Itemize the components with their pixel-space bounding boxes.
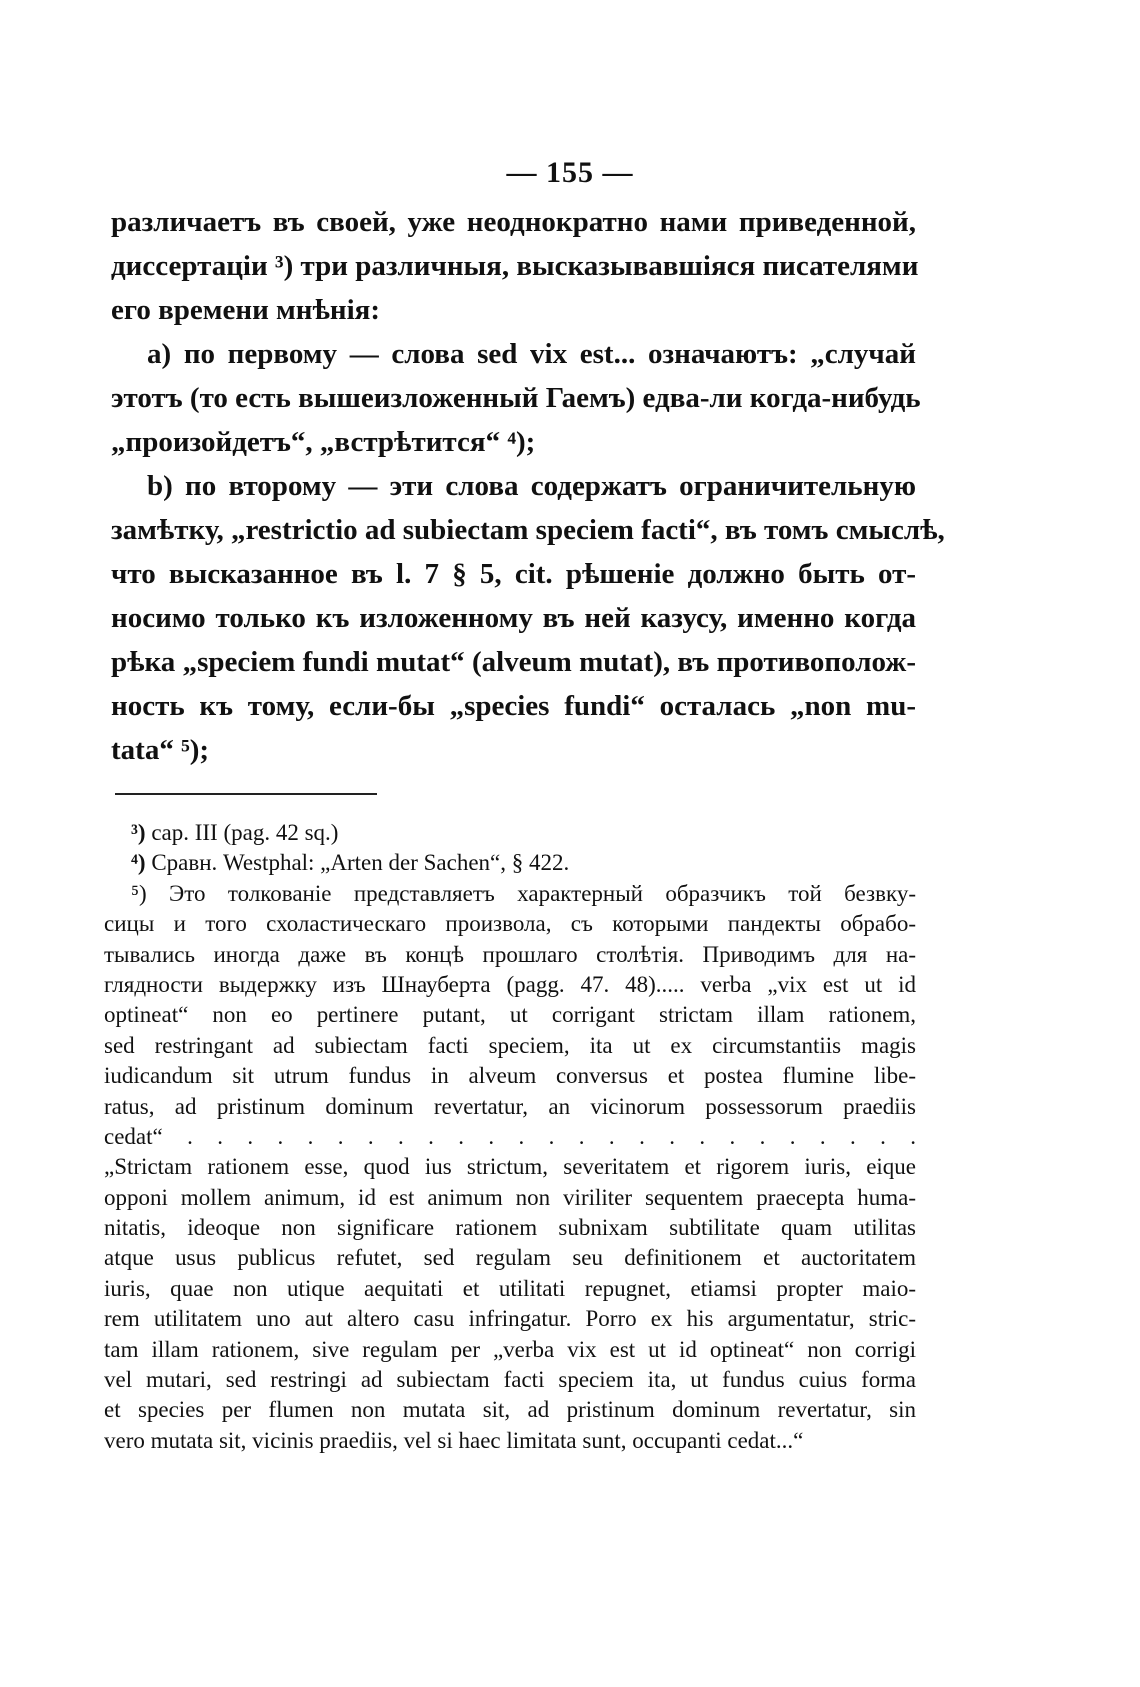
footnote-5-line: ratus, ad pristinum dominum revertatur, an vicinorum possessorum praediis xyxy=(104,1093,916,1119)
text-line: носимо только къ изложенному въ ней казусу, именно когда xyxy=(111,602,916,634)
footnote-4 xyxy=(104,848,916,878)
footnote-5-line: nitatis, ideoque non significare rationem subnixam subtilitate quam utilitas xyxy=(104,1215,916,1241)
footnote-5-line: глядности выдержку изъ Шнауберта (pagg. 47. 48)..... verba „vix est ut id xyxy=(104,971,916,997)
text-line: „произойдетъ“, „встрѣтится“ ⁴); xyxy=(111,426,536,458)
footnote-5-line: сицы и того схоластическаго произвола, съ которыми пандекты обрабо- xyxy=(104,911,916,937)
text-line: b) по второму — эти слова содержатъ ограничительную xyxy=(147,470,916,502)
text-line: различаетъ въ своей, уже неоднократно нами приведенной, xyxy=(111,206,916,238)
footnote-marker: ⁴) xyxy=(131,850,146,876)
text-line: диссертаціи ³) три различныя, высказывавшіяся писателями xyxy=(111,250,919,282)
footnote-5-line: cedat“ . . . . . . . . . . . . . . . . . . . . . . . . . xyxy=(104,1123,916,1149)
footnote-5-line: opponi mollem animum, id est animum non viriliter sequentem praecepta huma- xyxy=(104,1184,916,1210)
footnote-5-line: ⁵) Это толкованіе представляетъ характерный образчикъ той безвку- xyxy=(131,880,916,906)
footnote-3 xyxy=(104,818,916,848)
footnotes xyxy=(104,818,916,1456)
footnote-5-line: iudicandum sit utrum fundus in alveum conversus et postea flumine libe- xyxy=(104,1063,916,1089)
footnote-5-line: et species per flumen non mutata sit, ad pristinum dominum revertatur, sin xyxy=(104,1397,916,1423)
page-number: — 155 — xyxy=(506,156,634,189)
footnote-5-line: vel mutari, sed restringi ad subiectam facti speciem ita, ut fundus cuius forma xyxy=(104,1367,916,1393)
footnote-5-line: iuris, quae non utique aequitati et utilitati repugnet, etiamsi propter maio- xyxy=(104,1275,916,1301)
footnote-5-line: „Strictam rationem esse, quod ius strictum, severitatem et rigorem iuris, eique xyxy=(104,1154,916,1180)
footnote-text: cap. III (pag. 42 sq.) xyxy=(151,820,339,845)
text-line: ность къ тому, если-бы „species fundi“ осталась „non mu- xyxy=(111,690,916,722)
text-line: что высказанное въ l. 7 § 5, cit. рѣшеніе должно быть от- xyxy=(111,558,916,590)
footnote-5-line: vero mutata sit, vicinis praediis, vel si haec limitata sunt, occupanti cedat...“ xyxy=(104,1427,804,1453)
footnote-5-line: rem utilitatem uno aut altero casu infringatur. Porro ex his argumentatur, stric- xyxy=(104,1306,916,1332)
text-line: a) по первому — слова sed vix est... означаютъ: „случай xyxy=(147,338,916,370)
text-line: этотъ (то есть вышеизложенный Гаемъ) едва-ли когда-нибудь xyxy=(111,382,921,414)
text-line: tata“ ⁵); xyxy=(111,734,210,766)
text-line: его времени мнѣнія: xyxy=(111,294,381,326)
footnote-marker: ³) xyxy=(131,820,146,845)
footnote-5-line: atque usus publicus refutet, sed regulam seu definitionem et auctoritatem xyxy=(104,1245,916,1271)
footnote-5-line: tam illam rationem, sive regulam per „verba vix est ut id optineat“ non corrigi xyxy=(104,1336,916,1362)
footnote-divider xyxy=(115,793,377,795)
footnote-5-line: sed restringant ad subiectam facti speciem, ita ut ex circumstantiis magis xyxy=(104,1032,916,1058)
main-text xyxy=(111,200,945,772)
text-line: рѣка „speciem fundi mutat“ (alveum mutat), въ противополож- xyxy=(111,646,916,678)
footnote-5-line: тывались иногда даже въ концѣ прошлаго столѣтія. Приводимъ для на- xyxy=(104,941,916,967)
footnote-5-line: optineat“ non eo pertinere putant, ut corrigant strictam illam rationem, xyxy=(104,1002,916,1028)
text-line: замѣтку, „restrictio ad subiectam speciem facti“, въ томъ смыслѣ, xyxy=(111,514,945,546)
footnote-text: Сравн. Westphal: „Arten der Sachen“, § 422. xyxy=(151,850,570,876)
